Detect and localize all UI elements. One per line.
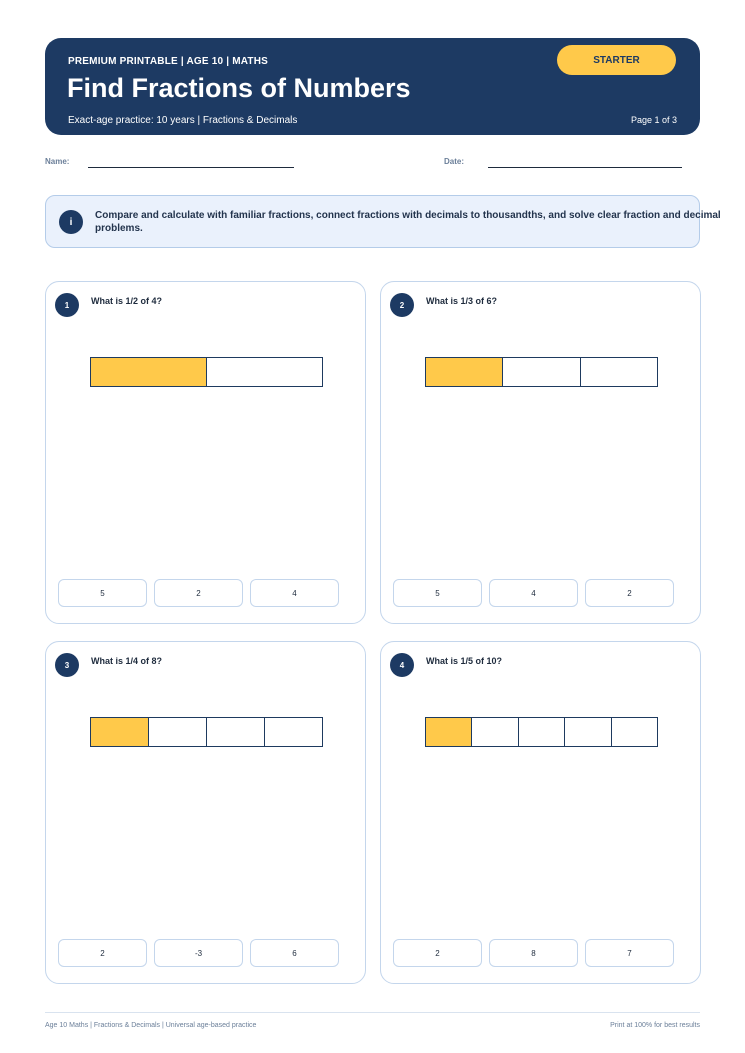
worksheet-header: [45, 38, 700, 135]
footer-print-note: Print at 100% for best results: [610, 1022, 700, 1029]
answer-option[interactable]: 6: [250, 939, 339, 967]
unshaded-segment: [611, 718, 657, 746]
unshaded-segment: [564, 718, 610, 746]
answer-option[interactable]: 4: [489, 579, 578, 607]
question-card: [380, 281, 701, 624]
question-card: [45, 281, 366, 624]
answer-option[interactable]: 5: [58, 579, 147, 607]
question-number: 3: [55, 653, 79, 677]
answer-option[interactable]: 2: [585, 579, 674, 607]
question-text: What is 1/4 of 8?: [91, 656, 163, 666]
header-subtitle: Exact-age practice: 10 years | Fractions & Decimals: [68, 115, 298, 126]
fraction-bar: [90, 717, 323, 747]
unshaded-segment: [206, 358, 322, 386]
shaded-segment: [426, 358, 502, 386]
answer-option[interactable]: 2: [393, 939, 482, 967]
name-field[interactable]: [88, 167, 294, 168]
answer-option[interactable]: 2: [154, 579, 243, 607]
unshaded-segment: [264, 718, 322, 746]
unshaded-segment: [518, 718, 564, 746]
instructions-box: [45, 195, 721, 248]
question-text: What is 1/5 of 10?: [426, 656, 503, 666]
question-number: 2: [390, 293, 414, 317]
shaded-segment: [91, 358, 206, 386]
page-title: Find Fractions of Numbers: [67, 73, 411, 103]
shaded-segment: [426, 718, 471, 746]
page-number: Page 1 of 3: [630, 115, 677, 125]
footer-text: Age 10 Maths | Fractions & Decimals | Universal age-based practice: [45, 1022, 257, 1029]
date-field[interactable]: [488, 167, 682, 168]
question-number: 4: [390, 653, 414, 677]
question-text: What is 1/3 of 6?: [426, 296, 498, 306]
answer-option[interactable]: 2: [58, 939, 147, 967]
answer-option[interactable]: 8: [489, 939, 578, 967]
date-label: Date:: [444, 157, 465, 166]
fraction-bar: [90, 357, 323, 387]
question-text: What is 1/2 of 4?: [91, 296, 163, 306]
header-kicker: PREMIUM PRINTABLE | AGE 10 | MATHS: [68, 56, 268, 67]
unshaded-segment: [148, 718, 206, 746]
answer-option[interactable]: 7: [585, 939, 674, 967]
instructions-text: Compare and calculate with familiar fractions, connect fractions with decimals to thousandths, and solve clear fraction and decimal problems.: [95, 210, 721, 234]
question-card: [45, 641, 366, 984]
name-label: Name:: [45, 157, 70, 166]
question-number: 1: [55, 293, 79, 317]
answer-option[interactable]: -3: [154, 939, 243, 967]
unshaded-segment: [471, 718, 517, 746]
question-card: [380, 641, 701, 984]
answer-option[interactable]: 5: [393, 579, 482, 607]
shaded-segment: [91, 718, 148, 746]
fraction-bar: [425, 717, 658, 747]
answer-option[interactable]: 4: [250, 579, 339, 607]
unshaded-segment: [580, 358, 657, 386]
footer-divider: [45, 1012, 700, 1013]
unshaded-segment: [502, 358, 579, 386]
info-icon: i: [59, 210, 83, 234]
level-badge: STARTER: [557, 45, 676, 75]
unshaded-segment: [206, 718, 264, 746]
fraction-bar: [425, 357, 658, 387]
